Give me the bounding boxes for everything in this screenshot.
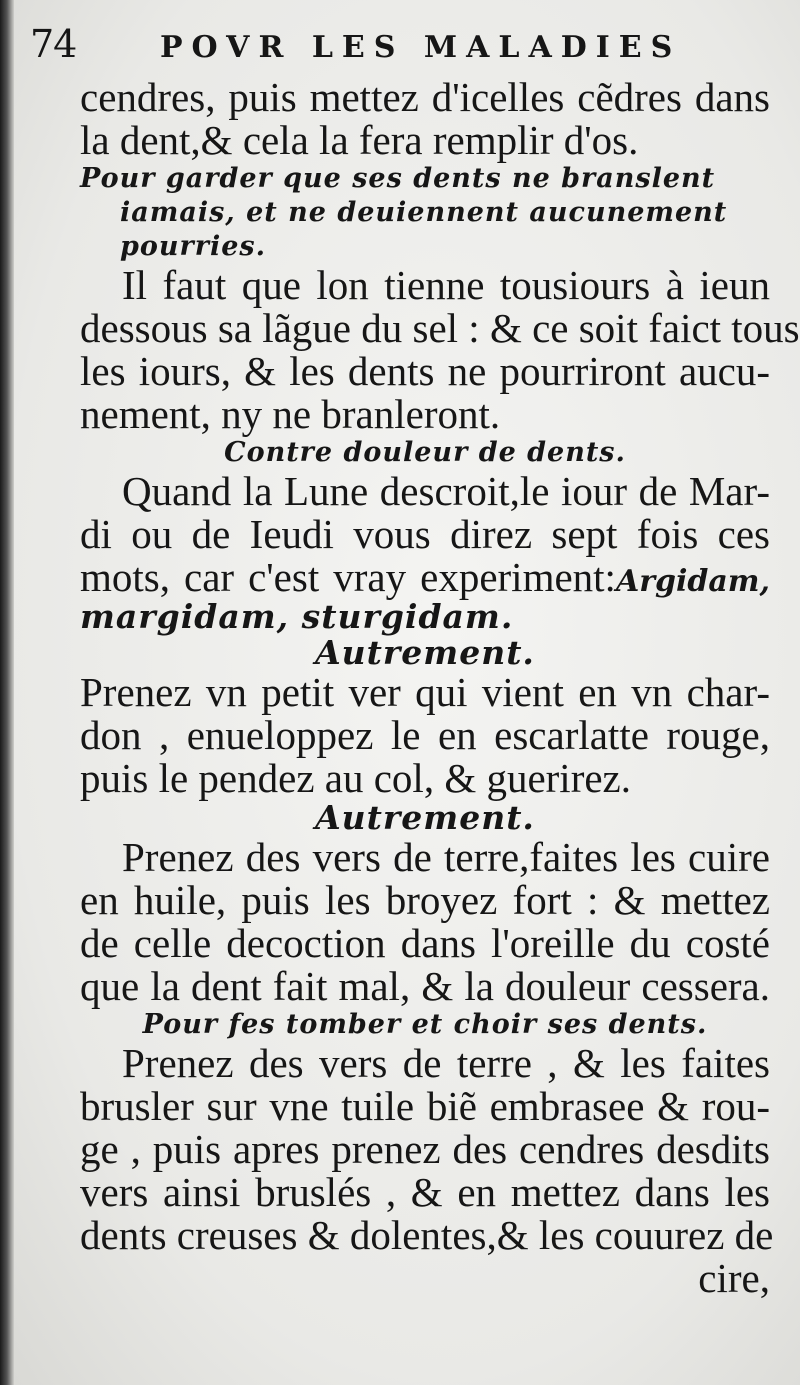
section-heading: Pour fes tomber et choir ses dents. — [142, 1009, 708, 1040]
text-line: Quand la Lune descroit,le iour de Mar- — [122, 468, 770, 514]
page-number: 74 — [30, 22, 77, 66]
section-heading: Autrement. — [315, 633, 535, 672]
text-line: que la dent fait mal, & la douleur cessera. — [80, 963, 770, 1009]
section-heading: Autrement. — [315, 798, 535, 837]
text-line: nement, ny ne branleront. — [80, 391, 501, 437]
charm-words: margidam, sturgidam. — [80, 597, 514, 636]
text-line: ge , puis apres prenez des cendres desdits — [80, 1126, 770, 1172]
section-heading: Pour garder que ses dents ne branslent — [80, 163, 716, 194]
section-heading: Contre douleur de dents. — [224, 437, 626, 468]
text-line: cendres, puis mettez d'icelles cẽdres dans — [80, 74, 770, 120]
running-head: POVR LES MALADIES — [160, 30, 682, 65]
body-text — [80, 74, 800, 1301]
text-line: dessous sa lãgue du sel : & ce soit faict tous — [80, 305, 800, 351]
text-line — [80, 556, 770, 599]
binding-gutter — [0, 0, 14, 1385]
text-line: puis le pendez au col, & guerirez. — [80, 755, 631, 801]
section-heading-cont: pourries. — [120, 231, 267, 262]
section-heading-cont: iamais, et ne deuiennent aucunement — [120, 197, 728, 228]
text-line: Prenez vn petit ver qui vient en vn char- — [80, 669, 770, 715]
text-line: la dent,& cela la fera remplir d'os. — [80, 117, 639, 163]
text-line: Il faut que lon tienne tousiours à ieun — [122, 262, 770, 308]
charm-word: Argidam, — [615, 564, 770, 599]
text-line: brusler sur vne tuile biẽ embrasee & rou- — [80, 1083, 770, 1129]
text-line: dents creuses & dolentes,& les couurez de — [80, 1212, 774, 1258]
text-line: Prenez des vers de terre , & les faites — [122, 1040, 770, 1086]
text-run: mots, car c'est vray experiment: — [80, 554, 616, 600]
text-line: Prenez des vers de terre,faites les cuire — [122, 834, 770, 880]
catchword: cire, — [698, 1255, 770, 1301]
text-line: les iours, & les dents ne pourriront aucu- — [80, 348, 770, 394]
page-header — [0, 22, 800, 74]
text-line: don , enueloppez le en escarlatte rouge, — [80, 712, 770, 758]
text-line: en huile, puis les broyez fort : & mettez — [80, 877, 770, 923]
text-line: de celle decoction dans l'oreille du costé — [80, 920, 770, 966]
text-line: di ou de Ieudi vous direz sept fois ces — [80, 511, 770, 557]
text-line: vers ainsi bruslés , & en mettez dans les — [80, 1169, 770, 1215]
